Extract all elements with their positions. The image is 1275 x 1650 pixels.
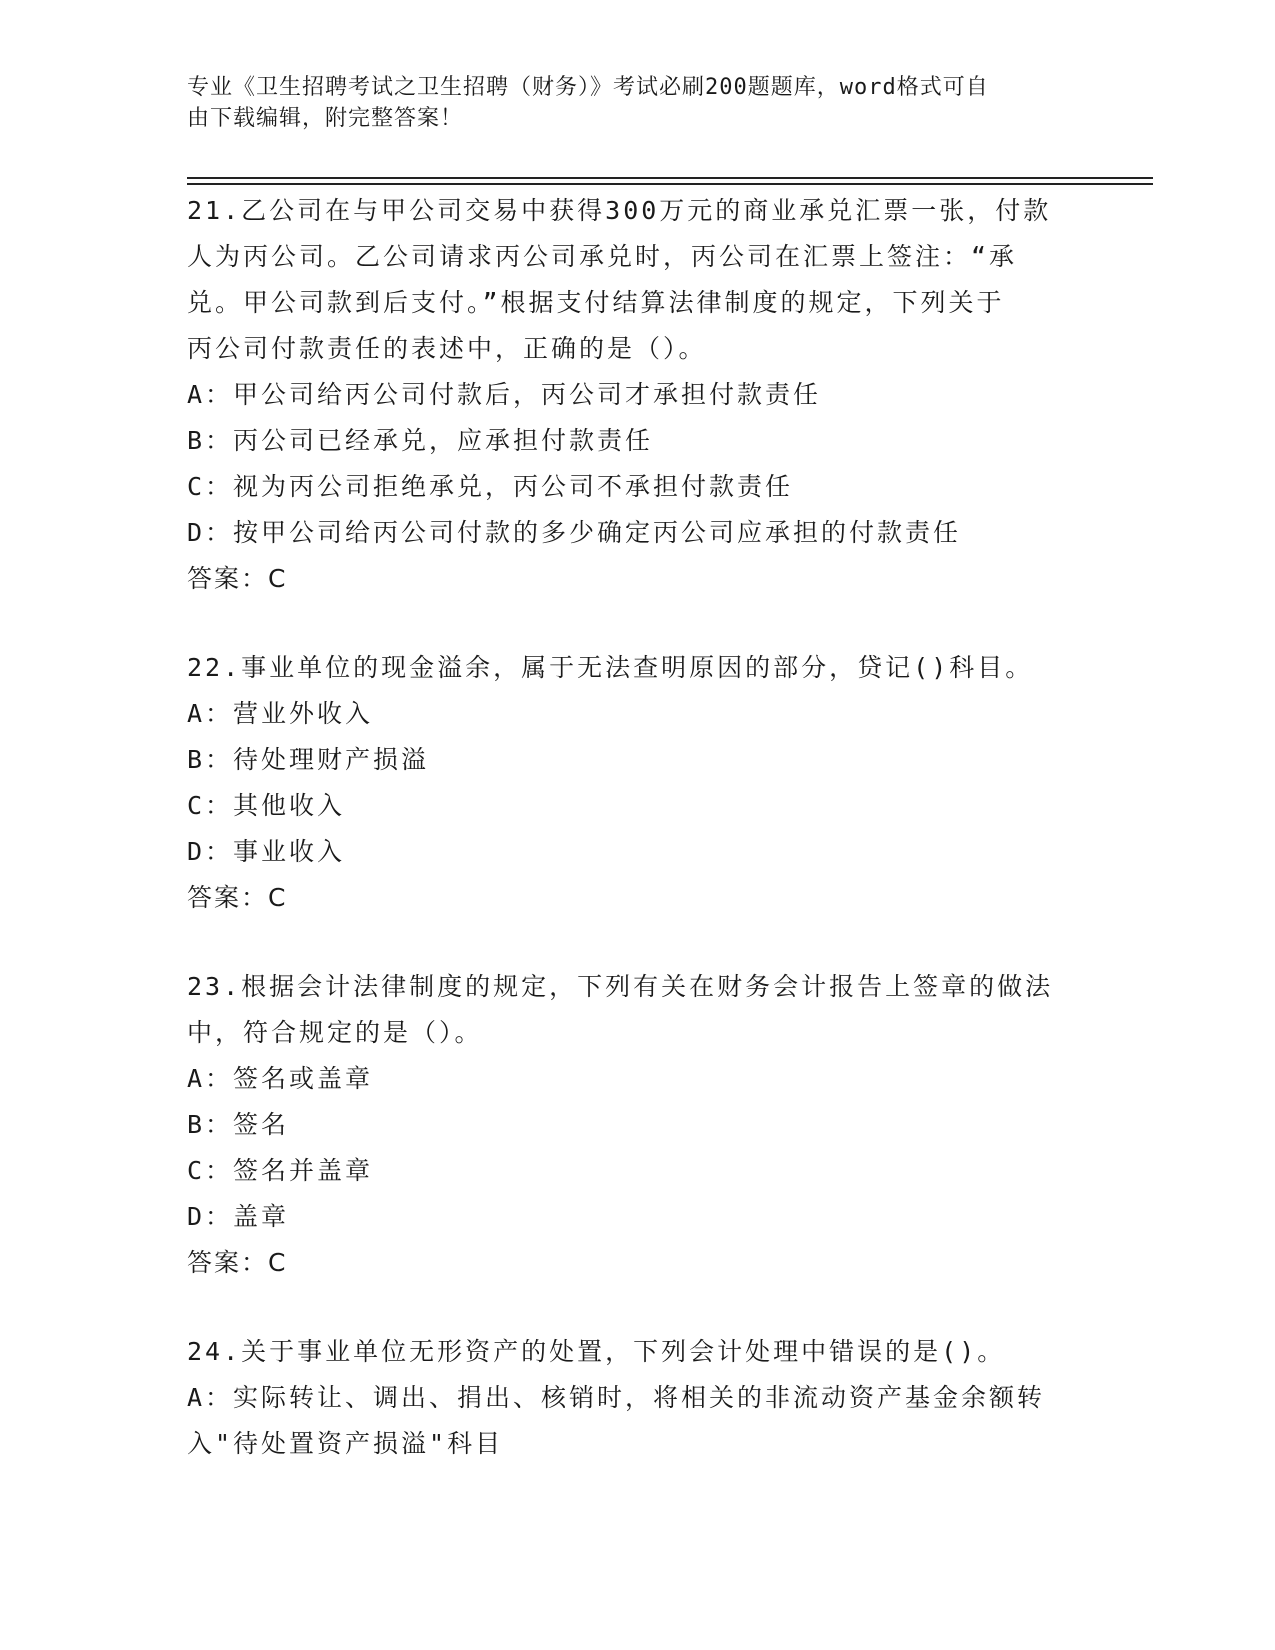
question-list — [187, 188, 1087, 1510]
option-a: A：甲公司给丙公司付款后，丙公司才承担付款责任 — [187, 380, 822, 409]
question-stem-line: 中，符合规定的是（）。 — [187, 1018, 483, 1047]
question-23 — [187, 964, 1087, 1286]
answer-line: 答案：C — [187, 564, 288, 593]
option-b: B：签名 — [187, 1110, 290, 1139]
option-a: A：实际转让、调出、捐出、核销时，将相关的非流动资产基金余额转 — [187, 1383, 1046, 1412]
option-c: C：签名并盖章 — [187, 1156, 374, 1185]
option-b: B：待处理财产损溢 — [187, 745, 430, 774]
answer-line: 答案：C — [187, 883, 288, 912]
header-line-1: 专业《卫生招聘考试之卫生招聘（财务）》考试必刷200题题库，word格式可自 — [187, 75, 989, 100]
question-stem-line: 23.根据会计法律制度的规定，下列有关在财务会计报告上签章的做法 — [187, 972, 1054, 1001]
answer-line: 答案：C — [187, 1248, 288, 1277]
option-c: C：其他收入 — [187, 791, 346, 820]
option-a: A：签名或盖章 — [187, 1064, 374, 1093]
question-stem-line: 24.关于事业单位无形资产的处置，下列会计处理中错误的是()。 — [187, 1337, 1006, 1366]
question-22 — [187, 645, 1087, 921]
option-d: D：事业收入 — [187, 837, 346, 866]
question-21 — [187, 188, 1087, 602]
option-d: D：按甲公司给丙公司付款的多少确定丙公司应承担的付款责任 — [187, 518, 962, 547]
header-divider-bottom — [187, 183, 1153, 185]
question-stem-line: 丙公司付款责任的表述中，正确的是（）。 — [187, 334, 707, 363]
question-24 — [187, 1329, 1087, 1467]
question-stem-line: 人为丙公司。乙公司请求丙公司承兑时，丙公司在汇票上签注：“承 — [187, 242, 1018, 271]
document-header — [187, 72, 1067, 134]
question-stem-line: 兑。甲公司款到后支付。”根据支付结算法律制度的规定，下列关于 — [187, 288, 1005, 317]
option-a-continued: 入"待处置资产损溢"科目 — [187, 1429, 504, 1458]
option-c: C：视为丙公司拒绝承兑，丙公司不承担付款责任 — [187, 472, 794, 501]
option-d: D：盖章 — [187, 1202, 290, 1231]
question-stem-line: 22.事业单位的现金溢余，属于无法查明原因的部分，贷记()科目。 — [187, 653, 1034, 682]
question-stem-line: 21.乙公司在与甲公司交易中获得300万元的商业承兑汇票一张，付款 — [187, 196, 1052, 225]
option-a: A：营业外收入 — [187, 699, 374, 728]
option-b: B：丙公司已经承兑，应承担付款责任 — [187, 426, 654, 455]
header-line-2: 由下载编辑，附完整答案！ — [187, 106, 464, 131]
header-divider-top — [187, 177, 1153, 179]
